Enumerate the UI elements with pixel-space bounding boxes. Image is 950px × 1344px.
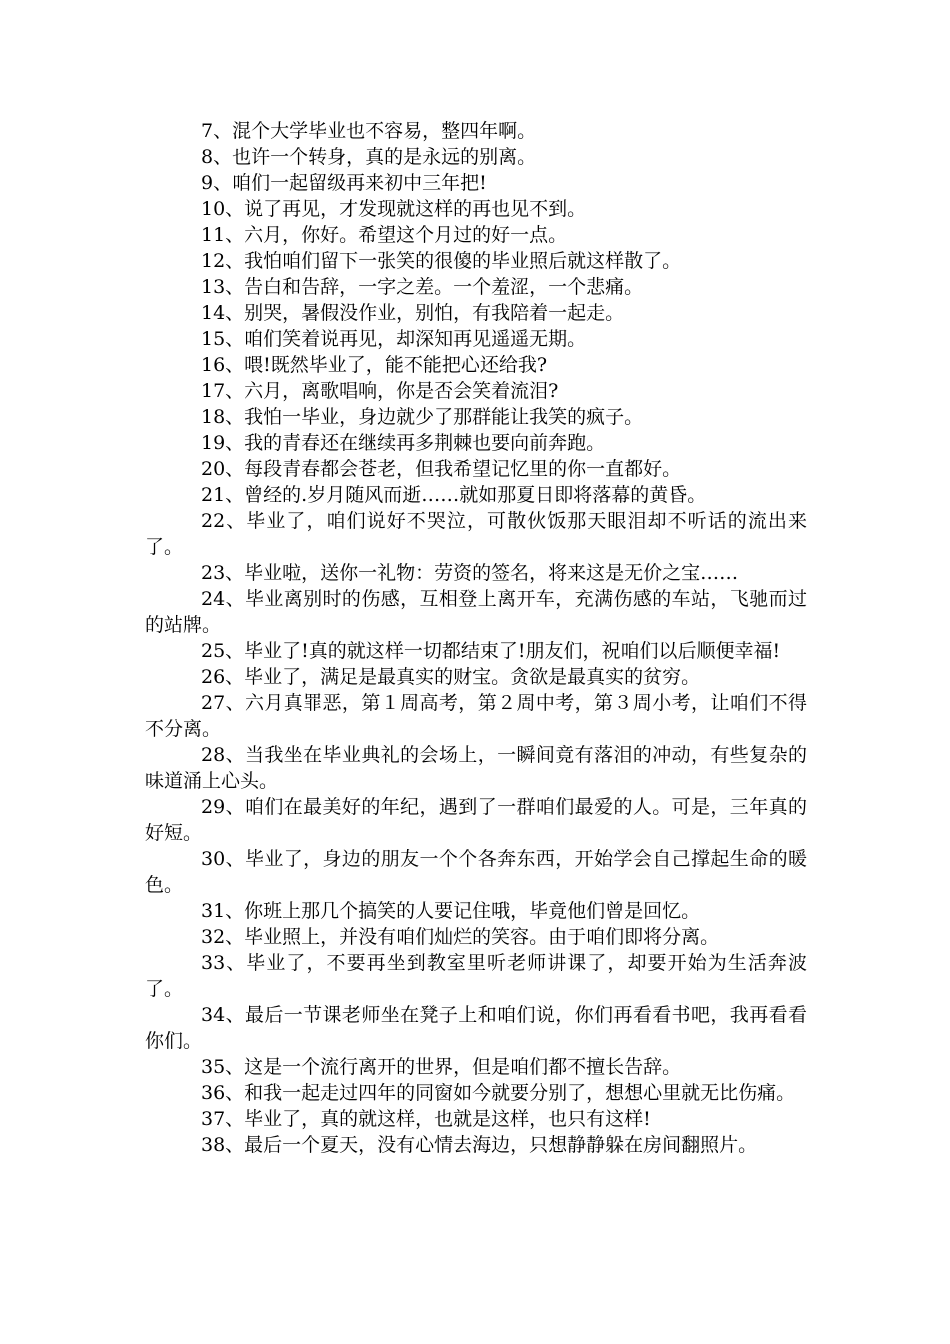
list-item: 33、毕业了，不要再坐到教室里听老师讲课了，却要开始为生活奔波了。 — [145, 952, 807, 1000]
list-item: 32、毕业照上，并没有咱们灿烂的笑容。由于咱们即将分离。 — [201, 926, 720, 948]
list-item: 13、告白和告辞，一字之差。一个羞涩，一个悲痛。 — [201, 276, 644, 298]
list-item: 14、别哭，暑假没作业，别怕，有我陪着一起走。 — [201, 302, 625, 324]
list-item: 8、也许一个转身，真的是永远的别离。 — [201, 146, 537, 168]
list-item: 30、毕业了，身边的朋友一个个各奔东西，开始学会自己撑起生命的暖色。 — [145, 848, 807, 896]
list-item: 24、毕业离别时的伤感，互相登上离开车，充满伤感的车站，飞驰而过的站牌。 — [145, 588, 807, 636]
list-item: 34、最后一节课老师坐在凳子上和咱们说，你们再看看书吧，我再看看你们。 — [145, 1004, 807, 1052]
list-item: 15、咱们笑着说再见，却深知再见遥遥无期。 — [201, 328, 587, 350]
list-item: 38、最后一个夏天，没有心情去海边，只想静静躲在房间翻照片。 — [201, 1134, 758, 1156]
list-item: 18、我怕一毕业，身边就少了那群能让我笑的疯子。 — [201, 406, 644, 428]
list-item: 20、每段青春都会苍老，但我希望记忆里的你一直都好。 — [201, 458, 682, 480]
list-item: 17、六月，离歌唱响，你是否会笑着流泪? — [201, 380, 559, 402]
document-body — [145, 118, 807, 1158]
list-item: 19、我的青春还在继续再多荆棘也要向前奔跑。 — [201, 432, 606, 454]
list-item: 25、毕业了!真的就这样一切都结束了!朋友们，祝咱们以后顺便幸福! — [201, 640, 781, 662]
list-item: 26、毕业了，满足是最真实的财宝。贪欲是最真实的贫穷。 — [201, 666, 701, 688]
list-item: 37、毕业了，真的就这样，也就是这样，也只有这样! — [201, 1108, 651, 1130]
list-item: 23、毕业啦，送你一礼物：劳资的签名，将来这是无价之宝…… — [201, 562, 739, 584]
list-item: 12、我怕咱们留下一张笑的很傻的毕业照后就这样散了。 — [201, 250, 682, 272]
list-item: 16、喂!既然毕业了，能不能把心还给我? — [201, 354, 547, 376]
list-item: 21、曾经的.岁月随风而逝……就如那夏日即将落幕的黄昏。 — [201, 484, 707, 506]
list-item: 31、你班上那几个搞笑的人要记住哦，毕竟他们曾是回忆。 — [201, 900, 701, 922]
list-item: 10、说了再见，才发现就这样的再也见不到。 — [201, 198, 587, 220]
list-item: 28、当我坐在毕业典礼的会场上，一瞬间竟有落泪的冲动，有些复杂的味道涌上心头。 — [145, 744, 807, 792]
list-item: 27、六月真罪恶，第１周高考，第２周中考，第３周小考，让咱们不得不分离。 — [145, 692, 807, 740]
list-item: 35、这是一个流行离开的世界，但是咱们都不擅长告辞。 — [201, 1056, 682, 1078]
list-item: 7、混个大学毕业也不容易，整四年啊。 — [201, 120, 537, 142]
list-item: 22、毕业了，咱们说好不哭泣，可散伙饭那天眼泪却不听话的流出来了。 — [145, 510, 807, 558]
list-item: 11、六月，你好。希望这个月过的好一点。 — [201, 224, 568, 246]
list-item: 29、咱们在最美好的年纪，遇到了一群咱们最爱的人。可是，三年真的好短。 — [145, 796, 807, 844]
list-item: 36、和我一起走过四年的同窗如今就要分别了，想想心里就无比伤痛。 — [201, 1082, 796, 1104]
list-item: 9、咱们一起留级再来初中三年把! — [201, 172, 487, 194]
